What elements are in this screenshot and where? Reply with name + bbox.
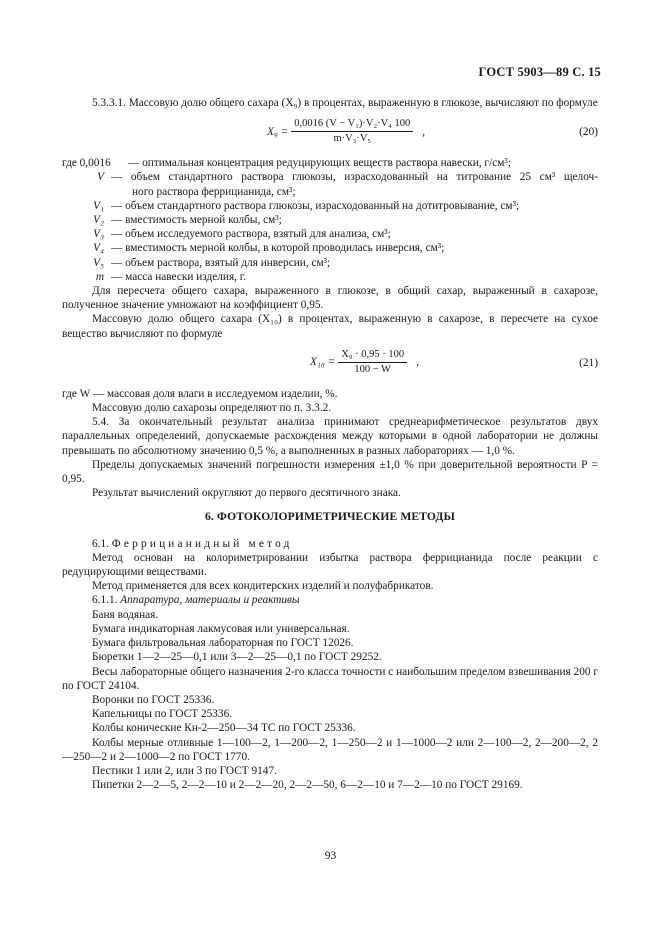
definition-text: — оптимальная концентрация редуцирующих веществ раствора навески, г/см³; bbox=[128, 157, 511, 170]
formula-tail: , bbox=[422, 125, 426, 138]
paragraph-round: Результат вычислений округляют до первого десятичного знака. bbox=[92, 487, 401, 500]
definition-row bbox=[62, 170, 598, 184]
list-item: Колбы конические Кн-2—250—34 ТС по ГОСТ 25336. bbox=[92, 722, 356, 735]
list-item: Колбы мерные отливные 1—100—2, 1—200—2, 1—250—2 и 1—1000—2 или 2—100—2, 2—200—2, 2—250—2 и 2—1000—2 по ГОСТ 1770. bbox=[62, 736, 598, 763]
definition-row bbox=[62, 199, 598, 213]
definition-symbol: V₄ bbox=[93, 242, 104, 255]
paragraph-x10: Массовую долю общего сахара (X₁₀) в процентах, выраженную в сахарозе, в пересчете на сухое вещество вычисляют по формуле bbox=[62, 313, 598, 340]
definition-text: — масса навески изделия, г. bbox=[111, 270, 246, 283]
list-item: Бюретки 1—2—25—0,1 или 3—2—25—0,1 по ГОСТ 29252. bbox=[92, 651, 382, 664]
equation-number: (21) bbox=[579, 356, 598, 369]
formula-numerator: 0,0016 (V − V₁)·V₂·V₄ 100 bbox=[291, 118, 413, 132]
list-item: Бумага фильтровальная лабораторная по ГОСТ 12026. bbox=[92, 637, 354, 650]
list-item: Весы лабораторные общего назначения 2-го класса точности с наибольшим пределом взвешивания 200 г по ГОСТ 24104. bbox=[62, 665, 598, 692]
definition-symbol: V₅ bbox=[93, 256, 104, 269]
list-item: Пипетки 2—2—5, 2—2—10 и 2—2—20, 2—2—50, 6—2—10 и 7—2—10 по ГОСТ 29169. bbox=[92, 779, 523, 792]
page-header: ГОСТ 5903—89 С. 15 bbox=[478, 65, 601, 79]
definition-row bbox=[62, 227, 598, 241]
definition-symbol: V₂ bbox=[93, 214, 104, 227]
paragraph-5331: 5.3.3.1. Массовую долю общего сахара (X₉) в процентах, выраженную в глюкозе, вычисляют по формуле bbox=[92, 97, 598, 109]
definition-row bbox=[62, 156, 598, 170]
definition-row bbox=[62, 270, 598, 284]
definition-row bbox=[62, 256, 598, 270]
definition-row bbox=[62, 213, 598, 227]
paragraph-recalc: Для пересчета общего сахара, выраженного в глюкозе, в общий сахар, выраженный в сахарозе, полученное значение умножают на коэффициент 0,95. bbox=[62, 285, 598, 312]
document-body bbox=[62, 96, 598, 792]
subsection-61 bbox=[62, 537, 598, 551]
variable-definitions bbox=[62, 156, 598, 284]
formula-lhs: X₁₀ = bbox=[310, 356, 336, 369]
list-item: Пестики 1 или 2, или 3 по ГОСТ 9147. bbox=[92, 764, 277, 777]
list-item: Баня водяная. bbox=[92, 608, 159, 621]
formula-denominator: 100 − W bbox=[354, 363, 391, 375]
section-title: 6. ФОТОКОЛОРИМЕТРИЧЕСКИЕ МЕТОДЫ bbox=[205, 510, 455, 524]
paragraph-limits: Пределы допускаемых значений погрешности измерения ±1,0 % при доверительной вероятности P = 0,95. bbox=[62, 458, 598, 486]
paragraph-54: 5.4. За окончательный результат анализа принимают среднеарифметическое результатов двух параллельных определений, допускаемые расхождения между которыми в одной лаборатории не должны превышать по абсолютному значению 0,5 %, а выполненных в разных лабораториях — 1,0 %. bbox=[62, 416, 598, 457]
definition-text: — объем раствора, взятый для инверсии, см³; bbox=[111, 256, 331, 269]
definition-text: — объем исследуемого раствора, взятый для анализа, см³; bbox=[111, 228, 391, 241]
subsection-title: Аппаратура, материалы и реактивы bbox=[120, 594, 300, 607]
list-item: Воронки по ГОСТ 25336. bbox=[92, 693, 215, 706]
definition-symbol: m bbox=[95, 270, 104, 283]
formula-tail: , bbox=[416, 356, 419, 369]
subsection-title: Феррицианидный метод bbox=[111, 537, 293, 550]
list-item: Капельницы по ГОСТ 25336. bbox=[92, 708, 233, 721]
definition-w: где W — массовая доля влаги в исследуемом изделии, %. bbox=[62, 387, 338, 400]
formula-20 bbox=[62, 110, 598, 156]
equation-number: (20) bbox=[579, 126, 598, 139]
formula-denominator: m·V₃·V₅ bbox=[333, 133, 372, 145]
definition-continuation: ного раствора феррицианида, см³; bbox=[132, 185, 296, 198]
subsection-611 bbox=[62, 593, 598, 607]
definition-text: — объем стандартного раствора глюкозы, израсходованный на титрование 25 см³ щелоч- bbox=[111, 171, 598, 184]
paragraph-apply: Метод применяется для всех кондитерских изделий и полуфабрикатов. bbox=[92, 580, 434, 593]
definition-row bbox=[62, 241, 598, 255]
formula-numerator: X₉ · 0,95 · 100 bbox=[338, 349, 407, 363]
page-number: 93 bbox=[324, 850, 337, 862]
definition-symbol: V₁ bbox=[93, 199, 104, 212]
paragraph-sucrose: Массовую долю сахарозы определяют по п. 3.3.2. bbox=[92, 402, 332, 415]
subsection-number: 6.1. bbox=[92, 537, 109, 550]
definition-text: — вместимость мерной колбы, см³; bbox=[111, 214, 282, 227]
definition-symbol: V bbox=[97, 171, 104, 184]
definition-symbol: V₃ bbox=[93, 228, 104, 241]
definition-intro: где 0,0016 bbox=[62, 157, 111, 170]
definition-text: — вместимость мерной колбы, в которой проводилась инверсия, см³; bbox=[111, 242, 445, 255]
formula-lhs: X₉ = bbox=[267, 125, 289, 138]
list-item: Бумага индикаторная лакмусовая или универсальная. bbox=[92, 622, 350, 635]
definition-text: — объем стандартного раствора глюкозы, израсходованный на дотитровывание, см³; bbox=[111, 199, 520, 212]
subsection-number: 6.1.1. bbox=[92, 594, 118, 607]
formula-21 bbox=[62, 341, 598, 387]
paragraph-basis: Метод основан на колориметрировании избытка раствора феррицианида после реакции с редуцирующими веществами. bbox=[62, 551, 598, 579]
